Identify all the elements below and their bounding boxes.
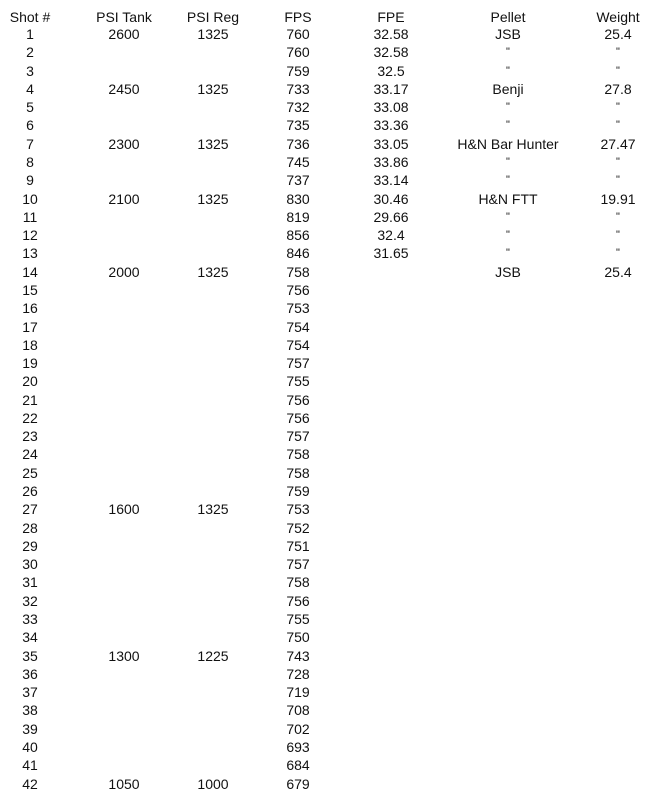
- header-pellet: Pellet: [490, 9, 526, 25]
- cell-fps: 759: [286, 62, 310, 79]
- cell-psi-reg: 1325: [197, 190, 229, 207]
- cell-fps: 719: [286, 684, 310, 701]
- cell-fpe: 33.86: [373, 154, 409, 170]
- cell-pellet: ": [506, 46, 510, 59]
- cell-psi-reg: 1325: [197, 80, 229, 97]
- cell-shot-number: 14: [22, 263, 38, 280]
- cell-fps: 760: [286, 26, 310, 42]
- cell-shot-number: 42: [22, 775, 38, 792]
- cell-shot-number: 12: [22, 227, 38, 244]
- cell-fps: 693: [286, 738, 310, 755]
- cell-psi-reg: 1325: [197, 263, 229, 280]
- cell-psi-tank: 1050: [108, 775, 140, 792]
- cell-fps: 702: [286, 720, 310, 737]
- cell-shot-number: 33: [22, 611, 38, 627]
- cell-fpe: 33.08: [373, 99, 409, 116]
- cell-fps: 760: [286, 44, 310, 61]
- cell-fps: 819: [286, 208, 310, 225]
- cell-fps: 756: [286, 592, 310, 609]
- cell-pellet: ": [506, 174, 510, 187]
- cell-fps: 751: [286, 537, 310, 554]
- cell-pellet: JSB: [495, 263, 521, 280]
- cell-pellet: ": [506, 101, 510, 114]
- cell-fpe: 33.17: [373, 80, 409, 97]
- cell-fps: 736: [286, 135, 310, 152]
- cell-shot-number: 20: [22, 373, 38, 390]
- cell-fps: 754: [286, 336, 310, 353]
- cell-psi-tank: 2450: [108, 80, 140, 97]
- cell-pellet: ": [506, 119, 510, 132]
- cell-pellet: JSB: [495, 26, 521, 42]
- cell-weight: 25.4: [604, 26, 632, 42]
- cell-shot-number: 29: [22, 537, 38, 554]
- cell-shot-number: 19: [22, 355, 38, 371]
- cell-shot-number: 16: [22, 300, 38, 317]
- cell-weight: ": [616, 229, 620, 242]
- cell-shot-number: 17: [22, 318, 38, 335]
- cell-shot-number: 9: [26, 172, 34, 189]
- cell-fps: 752: [286, 519, 310, 536]
- cell-fps: 758: [286, 263, 310, 280]
- cell-psi-reg: 1325: [197, 135, 229, 152]
- cell-weight: ": [616, 101, 620, 114]
- cell-fps: 856: [286, 227, 310, 244]
- cell-shot-number: 37: [22, 684, 38, 701]
- cell-fps: 758: [286, 464, 310, 481]
- cell-fps: 830: [286, 190, 310, 207]
- cell-fps: 755: [286, 373, 310, 390]
- cell-shot-number: 30: [22, 556, 38, 573]
- cell-weight: ": [616, 247, 620, 260]
- cell-shot-number: 21: [22, 391, 38, 408]
- cell-psi-tank: 2100: [108, 190, 140, 207]
- cell-fps: 753: [286, 300, 310, 317]
- cell-shot-number: 36: [22, 665, 38, 682]
- cell-fps: 733: [286, 80, 310, 97]
- header-weight: Weight: [596, 9, 640, 25]
- cell-fpe: 33.05: [373, 135, 409, 152]
- cell-pellet: ": [506, 229, 510, 242]
- cell-fps: 684: [286, 757, 310, 774]
- cell-shot-number: 28: [22, 519, 38, 536]
- cell-fps: 737: [286, 172, 310, 189]
- cell-weight: ": [616, 46, 620, 59]
- cell-fpe: 32.58: [373, 44, 409, 61]
- cell-fps: 743: [286, 647, 310, 664]
- cell-fpe: 32.5: [377, 62, 405, 79]
- cell-pellet: ": [506, 210, 510, 223]
- cell-shot-number: 35: [22, 647, 38, 664]
- cell-weight: ": [616, 174, 620, 187]
- cell-psi-tank: 2000: [108, 263, 140, 280]
- cell-psi-tank: 2600: [108, 26, 140, 42]
- cell-weight: 27.47: [600, 135, 636, 152]
- cell-pellet: Benji: [492, 80, 524, 97]
- cell-shot-number: 39: [22, 720, 38, 737]
- cell-fps: 679: [286, 775, 310, 792]
- cell-shot-number: 22: [22, 409, 38, 426]
- cell-fps: 757: [286, 428, 310, 445]
- cell-fps: 757: [286, 355, 310, 371]
- cell-shot-number: 6: [26, 117, 34, 134]
- cell-shot-number: 13: [22, 245, 38, 262]
- cell-fps: 756: [286, 391, 310, 408]
- cell-psi-tank: 2300: [108, 135, 140, 152]
- cell-pellet: ": [506, 156, 510, 168]
- cell-pellet: H&N FTT: [478, 190, 538, 207]
- cell-fps: 745: [286, 154, 310, 170]
- cell-fps: 754: [286, 318, 310, 335]
- cell-shot-number: 26: [22, 483, 38, 499]
- cell-fpe: 29.66: [373, 208, 409, 225]
- cell-weight: ": [616, 119, 620, 132]
- cell-shot-number: 24: [22, 446, 38, 463]
- cell-psi-reg: 1325: [197, 26, 229, 42]
- cell-fps: 750: [286, 629, 310, 646]
- cell-shot-number: 18: [22, 336, 38, 353]
- cell-psi-reg: 1225: [197, 647, 229, 664]
- cell-fps: 735: [286, 117, 310, 134]
- cell-shot-number: 2: [26, 44, 34, 61]
- cell-pellet: ": [506, 64, 510, 77]
- cell-weight: ": [616, 210, 620, 223]
- cell-fps: 846: [286, 245, 310, 262]
- cell-fps: 755: [286, 611, 310, 627]
- cell-fps: 756: [286, 281, 310, 298]
- cell-pellet: ": [506, 247, 510, 260]
- cell-weight: 27.8: [604, 80, 632, 97]
- cell-fpe: 30.46: [373, 190, 409, 207]
- cell-fpe: 32.4: [377, 227, 405, 244]
- cell-shot-number: 38: [22, 702, 38, 719]
- cell-weight: ": [616, 156, 620, 168]
- cell-fpe: 31.65: [373, 245, 409, 262]
- cell-fps: 753: [286, 501, 310, 518]
- cell-fpe: 33.14: [373, 172, 409, 189]
- cell-fps: 728: [286, 665, 310, 682]
- cell-shot-number: 31: [22, 574, 38, 591]
- cell-shot-number: 1: [26, 26, 34, 42]
- cell-shot-number: 25: [22, 464, 38, 481]
- cell-weight: 25.4: [604, 263, 632, 280]
- cell-weight: ": [616, 64, 620, 77]
- cell-shot-number: 3: [26, 62, 34, 79]
- cell-fps: 758: [286, 574, 310, 591]
- cell-psi-reg: 1000: [197, 775, 229, 792]
- cell-fps: 756: [286, 409, 310, 426]
- cell-shot-number: 23: [22, 428, 38, 445]
- cell-pellet: H&N Bar Hunter: [457, 135, 559, 152]
- header-psi-tank: PSI Tank: [96, 9, 152, 25]
- cell-fps: 732: [286, 99, 310, 116]
- cell-shot-number: 11: [22, 208, 38, 225]
- cell-shot-number: 5: [26, 99, 34, 116]
- cell-psi-tank: 1600: [108, 501, 140, 518]
- cell-psi-tank: 1300: [108, 647, 140, 664]
- cell-shot-number: 40: [22, 738, 38, 755]
- header-psi-reg: PSI Reg: [186, 9, 240, 25]
- cell-shot-number: 7: [26, 135, 34, 152]
- cell-fps: 759: [286, 483, 310, 499]
- header-fpe: FPE: [377, 9, 405, 25]
- cell-fpe: 33.36: [373, 117, 409, 134]
- cell-shot-number: 8: [26, 154, 34, 170]
- cell-fpe: 32.58: [373, 26, 409, 42]
- cell-shot-number: 27: [22, 501, 38, 518]
- header-shot-number: Shot #: [9, 9, 51, 25]
- header-fps: FPS: [284, 9, 312, 25]
- cell-psi-reg: 1325: [197, 501, 229, 518]
- cell-fps: 758: [286, 446, 310, 463]
- cell-fps: 757: [286, 556, 310, 573]
- cell-weight: 19.91: [600, 190, 636, 207]
- cell-shot-number: 34: [22, 629, 38, 646]
- cell-fps: 708: [286, 702, 310, 719]
- cell-shot-number: 41: [22, 757, 38, 774]
- cell-shot-number: 15: [22, 281, 38, 298]
- cell-shot-number: 10: [22, 190, 38, 207]
- cell-shot-number: 32: [22, 592, 38, 609]
- cell-shot-number: 4: [26, 80, 34, 97]
